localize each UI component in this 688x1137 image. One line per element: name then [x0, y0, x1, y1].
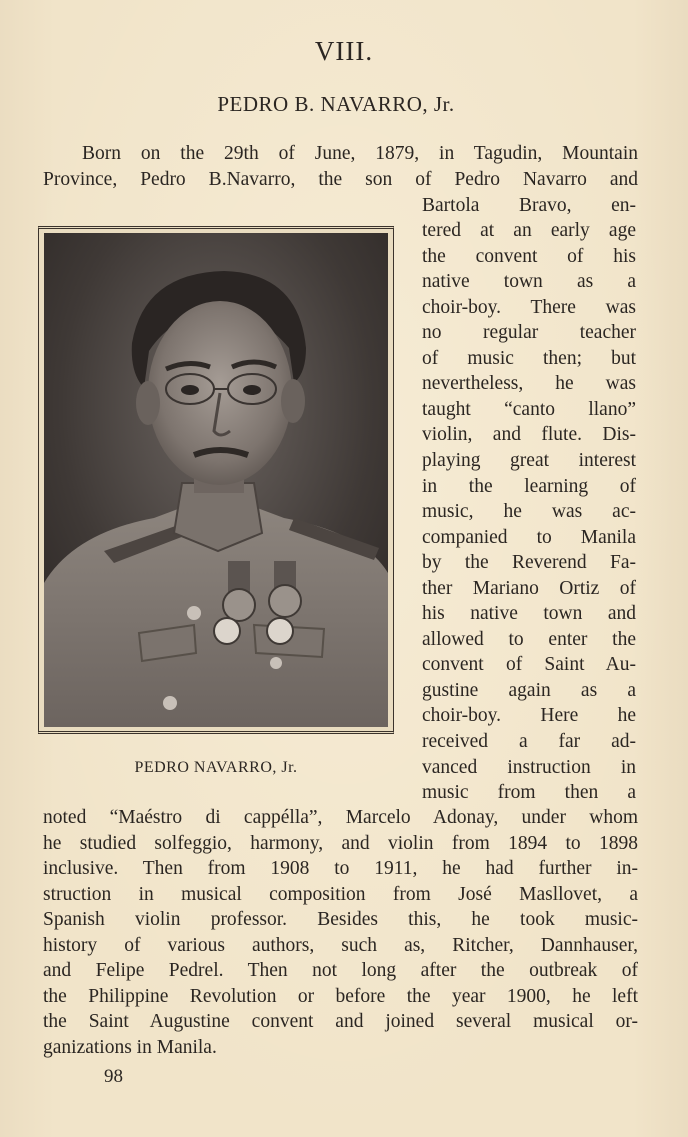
column-line: vanced instruction in	[422, 757, 636, 778]
column-line: no regular teacher	[422, 322, 636, 343]
page-number: 98	[104, 1066, 123, 1087]
column-line: choir-boy. Here he	[422, 705, 636, 726]
body-line: the Philippine Revolution or before the year 1900, he left	[43, 986, 638, 1007]
column-line: his native town and	[422, 603, 636, 624]
column-line: violin, and flute. Dis-	[422, 424, 636, 445]
body-line: struction in musical composition from José Masllovet, a	[43, 884, 638, 905]
column-line: of music then; but	[422, 348, 636, 369]
column-line: ther Mariano Ortiz of	[422, 578, 636, 599]
body-line: history of various authors, such as, Ritcher, Dannhauser,	[43, 935, 638, 956]
column-line: music from then a	[422, 782, 636, 803]
column-line: native town as a	[422, 271, 636, 292]
portrait-illustration	[44, 233, 388, 727]
body-line: and Felipe Pedrel. Then not long after the outbreak of	[43, 960, 638, 981]
body-line: noted “Maéstro di cappélla”, Marcelo Adonay, under whom	[43, 807, 638, 828]
column-line: by the Reverend Fa-	[422, 552, 636, 573]
column-line: allowed to enter the	[422, 629, 636, 650]
intro-line: Province, Pedro B.Navarro, the son of Pedro Navarro and	[43, 169, 638, 190]
column-line: choir-boy. There was	[422, 297, 636, 318]
column-line: companied to Manila	[422, 527, 636, 548]
intro-line: Born on the 29th of June, 1879, in Tagudin, Mountain	[82, 143, 638, 164]
column-line: in the learning of	[422, 476, 636, 497]
body-line: Spanish violin professor. Besides this, he took music-	[43, 909, 638, 930]
column-line: playing great interest	[422, 450, 636, 471]
column-line: music, he was ac-	[422, 501, 636, 522]
column-line: the convent of his	[422, 246, 636, 267]
column-line: convent of Saint Au-	[422, 654, 636, 675]
chapter-heading: PEDRO B. NAVARRO, Jr.	[217, 92, 455, 116]
body-line: inclusive. Then from 1908 to 1911, he had further in-	[43, 858, 638, 879]
portrait-frame	[38, 226, 394, 734]
column-line: nevertheless, he was	[422, 373, 636, 394]
body-line: ganizations in Manila.	[43, 1037, 217, 1058]
column-line: gustine again as a	[422, 680, 636, 701]
column-line: received a far ad-	[422, 731, 636, 752]
column-line: tered at an early age	[422, 220, 636, 241]
chapter-number: VIII.	[314, 36, 374, 66]
portrait-photo	[44, 233, 388, 727]
body-line: the Saint Augustine convent and joined several musical or-	[43, 1011, 638, 1032]
body-line: he studied solfeggio, harmony, and violin from 1894 to 1898	[43, 833, 638, 854]
column-line: taught “canto llano”	[422, 399, 636, 420]
column-line: Bartola Bravo, en-	[422, 195, 636, 216]
photo-caption: PEDRO NAVARRO, Jr.	[134, 759, 298, 776]
